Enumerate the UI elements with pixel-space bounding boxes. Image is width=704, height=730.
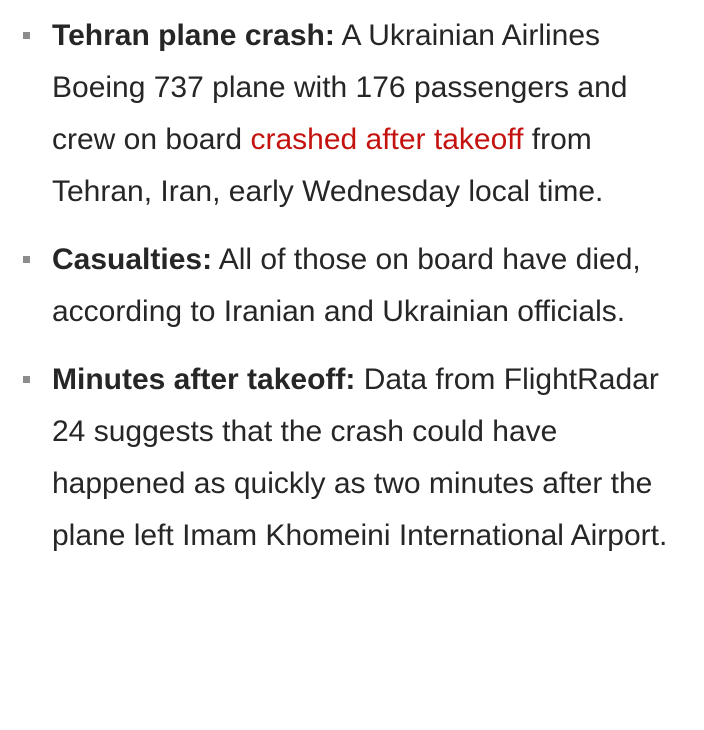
bullet-lead-label: Minutes after takeoff: bbox=[52, 363, 356, 396]
summary-bullet-list bbox=[0, 10, 704, 562]
bullet-text: All of those on board have died, according to Iranian and Ukrainian officials. bbox=[52, 243, 641, 328]
bullet-item-tehran-plane-crash bbox=[0, 10, 704, 218]
bullet-text: A Ukrainian Airlines Boeing 737 plane with 176 passengers and crew on board bbox=[52, 19, 628, 156]
bullet-lead-label: Tehran plane crash: bbox=[52, 19, 335, 52]
bullet-text: Data from FlightRadar 24 suggests that the crash could have happened as quickly as two minutes after the plane left Imam Khomeini International Airport. bbox=[52, 363, 668, 552]
square-bullet-icon bbox=[23, 376, 30, 383]
square-bullet-icon bbox=[23, 256, 30, 263]
crashed-after-takeoff-link[interactable]: crashed after takeoff bbox=[250, 123, 524, 156]
square-bullet-icon bbox=[23, 32, 30, 39]
bullet-text: from Tehran, Iran, early Wednesday local time. bbox=[52, 123, 604, 208]
bullet-item-minutes-after-takeoff bbox=[0, 354, 704, 562]
bullet-item-casualties bbox=[0, 234, 704, 338]
bullet-lead-label: Casualties: bbox=[52, 243, 213, 276]
